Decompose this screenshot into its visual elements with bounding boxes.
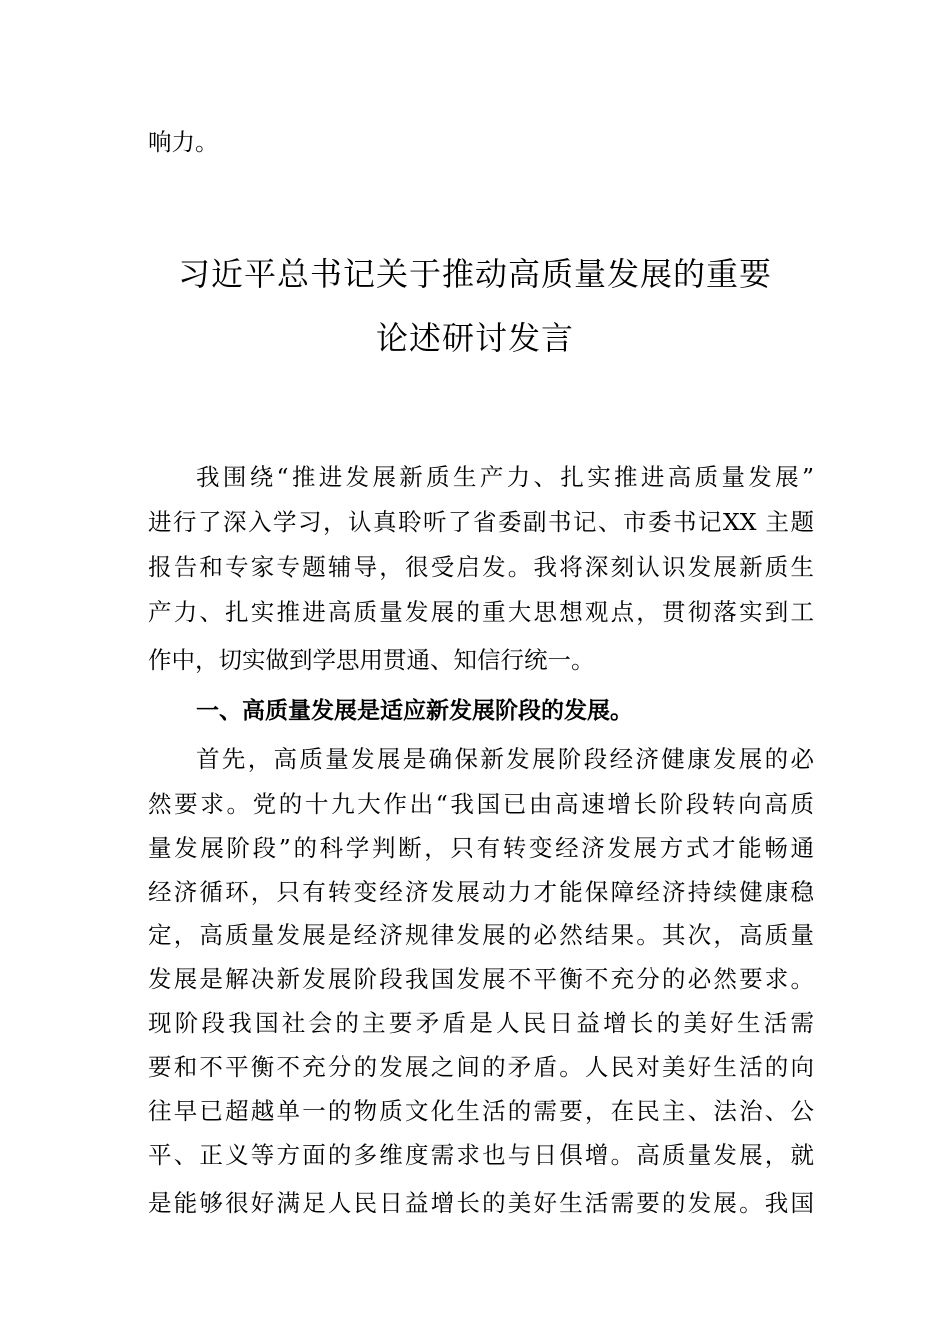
- paragraph-line: 我围绕“推进发展新质生产力、扎实推进高质量发展”: [196, 463, 814, 491]
- paragraph-line: 现阶段我国社会的主要矛盾是人民日益增长的美好生活需: [148, 1009, 814, 1037]
- paragraph-line: 往早已超越单一的物质文化生活的需要，在民主、法治、公: [148, 1097, 814, 1125]
- paragraph-line: 发展是解决新发展阶段我国发展不平衡不充分的必然要求。: [148, 965, 814, 993]
- paragraph-line: 经济循环，只有转变经济发展动力才能保障经济持续健康稳: [148, 878, 814, 906]
- paragraph-line: 是能够很好满足人民日益增长的美好生活需要的发展。我国: [148, 1189, 814, 1217]
- paragraph-line: 产力、扎实推进高质量发展的重大思想观点，贯彻落实到工: [148, 598, 814, 626]
- paragraph-line: 首先，高质量发展是确保新发展阶段经济健康发展的必: [196, 745, 814, 773]
- paragraph-line: 然要求。党的十九大作出“我国已由高速增长阶段转向高质: [148, 790, 814, 818]
- continuation-text: 响力。: [148, 128, 219, 156]
- section-heading: 一、高质量发展是适应新发展阶段的发展。: [196, 698, 633, 724]
- paragraph-line: 进行了深入学习，认真聆听了省委副书记、市委书记XX 主题: [148, 508, 814, 536]
- paragraph-line: 定，高质量发展是经济规律发展的必然结果。其次，高质量: [148, 921, 814, 949]
- paragraph-line: 量发展阶段”的科学判断，只有转变经济发展方式才能畅通: [148, 834, 814, 862]
- document-title-line-2: 论述研讨发言: [375, 319, 574, 357]
- paragraph-line: 报告和专家专题辅导，很受启发。我将深刻认识发展新质生: [148, 553, 814, 581]
- paragraph-line: 要和不平衡不充分的发展之间的矛盾。人民对美好生活的向: [148, 1053, 814, 1081]
- paragraph-line: 平、正义等方面的多维度需求也与日俱增。高质量发展，就: [148, 1141, 814, 1169]
- document-title-line-1: 习近平总书记关于推动高质量发展的重要: [177, 255, 772, 293]
- paragraph-line: 作中，切实做到学思用贯通、知信行统一。: [148, 646, 595, 674]
